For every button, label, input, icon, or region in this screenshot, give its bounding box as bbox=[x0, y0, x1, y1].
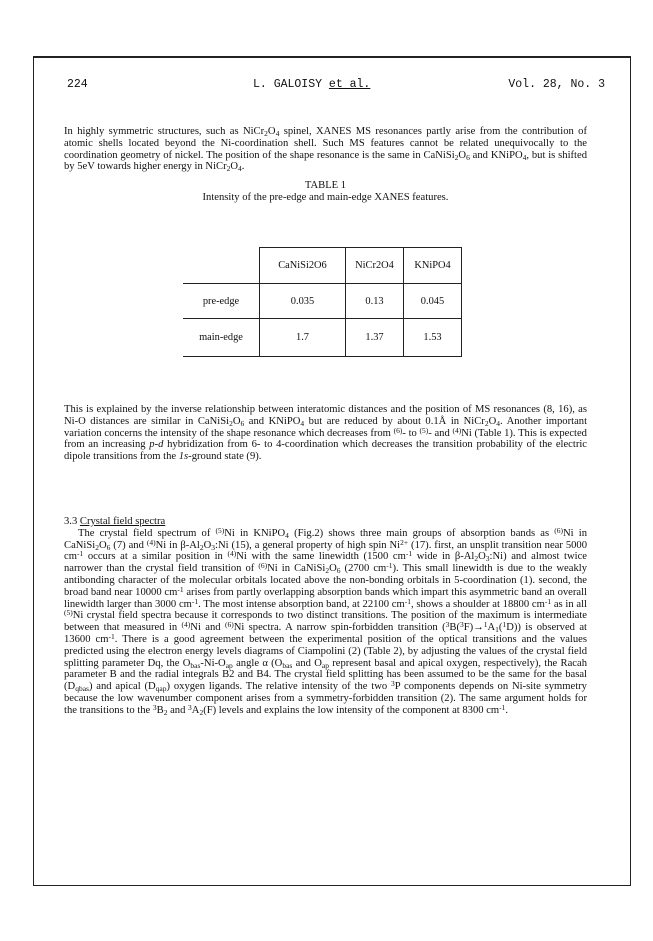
column-header: NiCr2O4 bbox=[346, 248, 404, 284]
superscript: 3 bbox=[445, 620, 450, 630]
text-run: B( bbox=[449, 622, 460, 634]
text-run: F)→ bbox=[463, 622, 484, 634]
page-number: 224 bbox=[67, 78, 88, 91]
text-run: wide in β-Al bbox=[412, 551, 475, 563]
subscript: 2 bbox=[454, 152, 459, 162]
column-header: CaNiSi2O6 bbox=[260, 248, 346, 284]
subscript: 2 bbox=[484, 418, 489, 428]
text-run: arises from partly overlapping absorption bands which impart this asymmetric band an overall linewidth larger than 3000 cm bbox=[64, 586, 587, 610]
text-run: and O bbox=[292, 657, 322, 669]
text-run: O bbox=[230, 161, 239, 173]
text-run: B bbox=[156, 704, 164, 716]
text-run: O bbox=[232, 415, 241, 427]
table-row bbox=[183, 284, 462, 319]
table-cell: 1.7 bbox=[260, 319, 346, 357]
superscript: 3 bbox=[152, 702, 157, 712]
text-run: O bbox=[98, 539, 107, 551]
text-run: Ni crystal field spectra because it corresponds to two distinct transitions. The position of the maximum is intermediate between that measured in bbox=[64, 610, 587, 634]
superscript: 3 bbox=[390, 679, 395, 689]
table-number: TABLE 1 bbox=[304, 180, 347, 191]
superscript: 3 bbox=[188, 702, 192, 712]
table-header-row bbox=[183, 248, 462, 284]
section-number: 3.3 bbox=[64, 516, 80, 527]
text-run: O bbox=[478, 551, 486, 563]
subscript: 2 bbox=[95, 542, 99, 552]
text-run: and bbox=[167, 704, 189, 716]
superscript: (6) bbox=[258, 561, 268, 571]
subscript: qap bbox=[155, 684, 167, 694]
text-run: -Ni-O bbox=[200, 657, 226, 669]
text-run: This is explained by the inverse relationship between interatomic distances and the position of MS resonances (8, 16), as Ni-O distances are similar in CaNiSi bbox=[64, 404, 587, 427]
page-frame-top-rule bbox=[33, 56, 631, 58]
text-run: , but is shifted by 5eV towards higher energy in NiCr bbox=[64, 149, 587, 173]
superscript: (4) bbox=[227, 549, 237, 559]
section-title: Crystal field spectra bbox=[79, 516, 166, 527]
subscript: 4 bbox=[496, 418, 500, 428]
text-run: - to bbox=[402, 427, 420, 439]
subscript: 4 bbox=[300, 418, 305, 428]
superscript: 2+ bbox=[400, 537, 409, 547]
table-caption bbox=[64, 180, 587, 204]
authors-main: L. GALOISY bbox=[253, 78, 329, 91]
superscript: (4) bbox=[146, 537, 156, 547]
text-run: Ni and bbox=[190, 622, 225, 634]
table-cell: 1.37 bbox=[346, 319, 404, 357]
italic-term: p-d bbox=[149, 439, 164, 451]
superscript: (5) bbox=[64, 608, 73, 618]
text-run: . The most intense absorption band, at 22100 cm bbox=[198, 598, 405, 610]
subscript: 6 bbox=[466, 152, 470, 162]
text-run: . There is a good agreement between the experimental position of the optical transitions and the values predicted using the electron energy levels diagrams of Ciampolini (2) (Table 2), by adjusting the values of the crystal field splitting parameter Dq, the O bbox=[64, 633, 587, 669]
superscript: (6) bbox=[224, 620, 234, 630]
row-label: main-edge bbox=[183, 319, 260, 357]
subscript: 1 bbox=[495, 625, 499, 635]
superscript: -1 bbox=[386, 561, 393, 571]
text-run: :Ni) and almost twice narrower than the crystal field transition of bbox=[64, 551, 587, 575]
superscript: (5) bbox=[419, 425, 429, 435]
subscript: 2 bbox=[226, 164, 231, 174]
subscript: 2 bbox=[229, 418, 233, 428]
text-run: P components depends on Ni-site symmetry because the low wavenumber component arises from a symmetry-forbidden transition (2). The same argument holds for the transitions to the bbox=[64, 681, 587, 716]
text-run: A bbox=[191, 704, 200, 716]
text-run: - and bbox=[428, 427, 453, 439]
text-run: A bbox=[487, 622, 496, 634]
superscript: (4) bbox=[452, 425, 462, 435]
text-run: Ni with the same linewidth (1500 cm bbox=[236, 551, 406, 563]
subscript: 2 bbox=[163, 707, 168, 717]
superscript: 3 bbox=[459, 620, 464, 630]
subscript: 6 bbox=[240, 418, 245, 428]
text-run: Ni in KNiPO bbox=[224, 527, 286, 539]
section-crystal-field bbox=[64, 512, 587, 717]
subscript: ap bbox=[225, 660, 233, 670]
table-cell: 1.53 bbox=[404, 319, 462, 357]
text-run: Ni in CaNiSi bbox=[64, 527, 587, 551]
subscript: 2 bbox=[325, 566, 330, 576]
subscript: 2 bbox=[199, 707, 204, 717]
superscript: -1 bbox=[191, 596, 199, 606]
text-run: D)) is observed at 13600 cm bbox=[64, 622, 587, 645]
text-run: ( bbox=[498, 622, 503, 634]
subscript: 6 bbox=[106, 542, 111, 552]
subscript: 4 bbox=[238, 164, 242, 174]
text-run: :Ni (15), a general property of high spin Ni bbox=[215, 539, 401, 551]
text-run: ) and apical (D bbox=[88, 681, 156, 693]
subscript: bas bbox=[282, 660, 293, 670]
superscript: -1 bbox=[499, 702, 506, 712]
xanes-intensity-table bbox=[183, 247, 462, 357]
superscript: 1 bbox=[502, 620, 507, 630]
superscript: -1 bbox=[177, 584, 184, 594]
column-header: KNiPO4 bbox=[404, 248, 462, 284]
table-row bbox=[183, 319, 462, 357]
authors-etal: et al. bbox=[328, 78, 371, 91]
text-run: In highly symmetric structures, such as NiCr bbox=[64, 126, 265, 137]
subscript: 2 bbox=[264, 129, 268, 138]
italic-term: 1s bbox=[178, 451, 189, 463]
superscript: (6) bbox=[554, 525, 564, 535]
paragraph-crystal-field bbox=[64, 525, 588, 717]
text-run: (17). first, an unsplit transition near 5000 cm bbox=[64, 539, 588, 563]
subscript: 6 bbox=[336, 566, 341, 576]
text-run: . bbox=[241, 161, 245, 173]
superscript: (6) bbox=[393, 425, 403, 435]
text-run: , shows a shoulder at 18800 cm bbox=[410, 598, 545, 610]
text-run: . bbox=[505, 704, 509, 716]
text-run: Ni in β-Al bbox=[155, 539, 200, 551]
table-corner-cell bbox=[183, 248, 260, 284]
text-run: O bbox=[458, 149, 467, 161]
subscript: 4 bbox=[275, 129, 280, 138]
superscript: (4) bbox=[181, 620, 191, 630]
text-run: Ni spectra. A narrow spin-forbidden transition ( bbox=[233, 622, 446, 634]
superscript: (5) bbox=[215, 525, 225, 535]
superscript: -1 bbox=[76, 549, 84, 559]
section-heading bbox=[64, 516, 587, 528]
text-run: O bbox=[267, 126, 276, 137]
table-title: Intensity of the pre-edge and main-edge XANES features. bbox=[202, 192, 449, 204]
table-cell: 0.045 bbox=[404, 284, 462, 319]
text-run: but are reduced by about 0.1Å in NiCr bbox=[304, 415, 485, 427]
superscript: -1 bbox=[405, 549, 413, 559]
volume-issue: Vol. 28, No. 3 bbox=[508, 78, 605, 91]
subscript: bas bbox=[190, 660, 201, 670]
text-run: ). This small linewidth is due to the weakly antibonding character of the molecular orbitals located above the non-bonding orbitals in 5-coordination (1). second, the broad band near 10000 cm bbox=[64, 563, 587, 598]
paragraph-xanes-ms bbox=[64, 126, 587, 173]
text-run: as in all bbox=[551, 598, 587, 610]
text-run: angle α (O bbox=[232, 657, 283, 669]
text-run: Ni in CaNiSi bbox=[267, 563, 326, 575]
text-run: -ground state (9). bbox=[188, 451, 262, 463]
subscript: ap bbox=[321, 660, 329, 670]
text-run: . Another important variation concerns the intensity of the shape resonance which decreases from bbox=[64, 415, 588, 439]
subscript: 4 bbox=[285, 530, 289, 540]
superscript: -1 bbox=[108, 631, 115, 641]
running-authors bbox=[253, 78, 370, 91]
text-run: (Fig.2) shows three main groups of absorption bands as bbox=[288, 527, 555, 539]
text-run: O bbox=[203, 539, 212, 551]
text-run: occurs at a similar position in bbox=[83, 551, 228, 563]
text-run: O bbox=[329, 563, 337, 575]
text-run: The crystal field spectrum of bbox=[78, 527, 216, 539]
text-run: Ni (Table 1). This is expected from an increasing bbox=[64, 427, 587, 451]
subscript: 3 bbox=[211, 542, 216, 552]
row-label: pre-edge bbox=[183, 284, 260, 319]
subscript: 3 bbox=[485, 554, 490, 564]
subscript: 4 bbox=[522, 152, 527, 162]
subscript: qbas bbox=[75, 684, 89, 694]
paragraph-shape-resonance bbox=[64, 404, 587, 463]
table-cell: 0.035 bbox=[260, 284, 346, 319]
text-run: and KNiPO bbox=[244, 415, 301, 427]
text-run: represent basal and apical oxygen, respectively), the Racah parameter B and the radial integrals B2 and B4. The crystal field splitting has been assumed to be the same for the basal (D bbox=[64, 657, 587, 693]
subscript: 2 bbox=[474, 554, 479, 564]
running-header bbox=[67, 78, 605, 94]
text-run: (7) and bbox=[110, 539, 147, 551]
text-run: hybridization from 6- to 4-coordination which decreases the transition probability of the electric dipole transitions from the bbox=[64, 439, 587, 463]
table-cell: 0.13 bbox=[346, 284, 404, 319]
text-run: O bbox=[488, 415, 497, 427]
text-run: (2700 cm bbox=[340, 563, 387, 575]
text-run: (F) levels and explains the low intensity of the component at 8300 cm bbox=[203, 704, 500, 716]
superscript: -1 bbox=[404, 596, 411, 606]
superscript: 1 bbox=[483, 620, 488, 630]
subscript: 2 bbox=[199, 542, 204, 552]
text-run: spinel, XANES MS resonances partly arise from the contribution of atomic shells located beyond the Ni-coordination shell. Such MS features cannot be related unequivocally to the coordination geometry of nickel. The position of the shape resonance is the same in CaNiSi bbox=[64, 126, 587, 161]
superscript: -1 bbox=[544, 596, 552, 606]
text-run: ) oxygen ligands. The relative intensity of the two bbox=[166, 681, 391, 693]
text-run: and KNiPO bbox=[469, 149, 523, 161]
